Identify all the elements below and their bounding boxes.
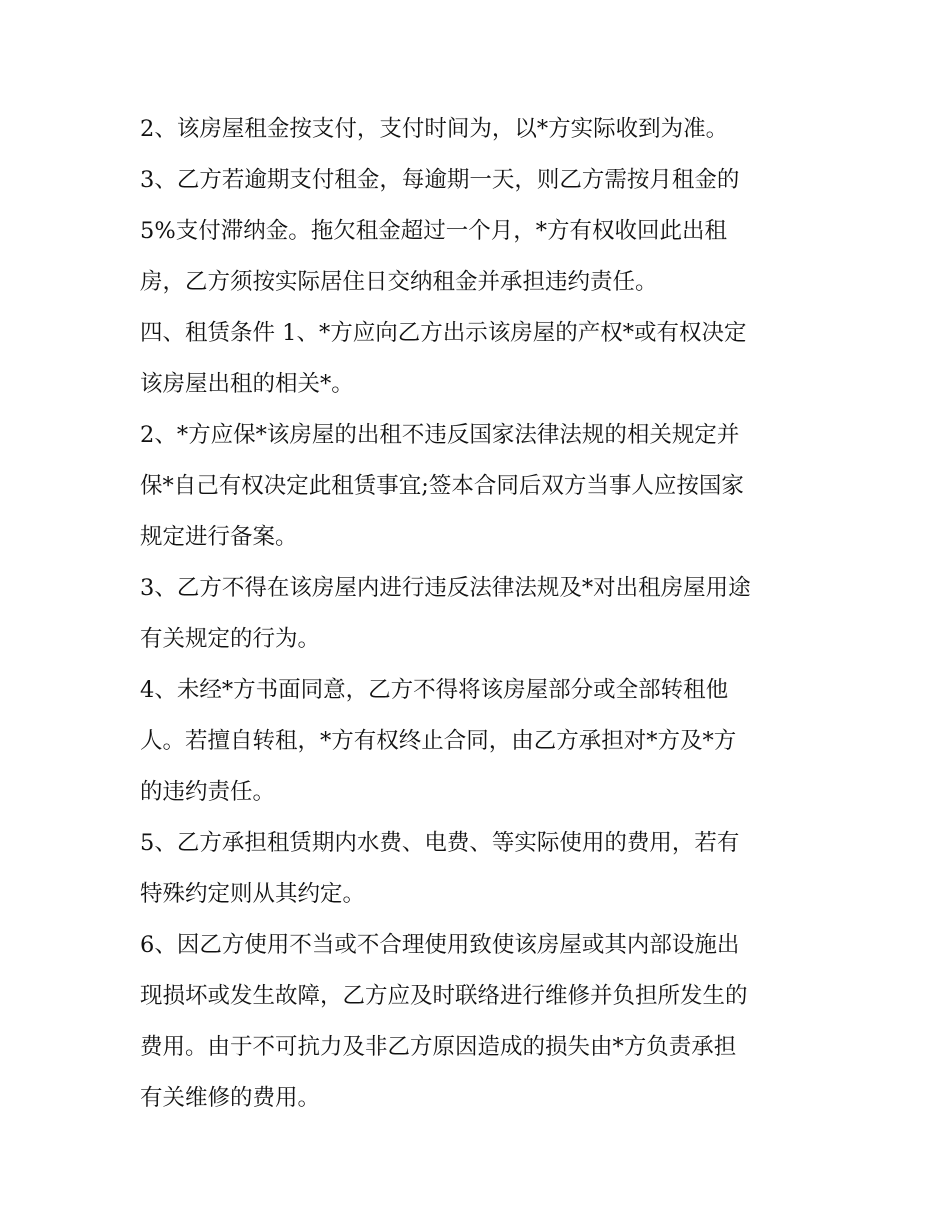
text-line: 有关规定的行为。 bbox=[140, 626, 321, 652]
text-line: 的违约责任。 bbox=[140, 779, 276, 805]
text-line: 4、未经*方书面同意，乙方不得将该房屋部分或全部转租他 bbox=[140, 677, 729, 703]
text-line: 特殊约定则从其约定。 bbox=[140, 881, 366, 907]
document-body bbox=[140, 104, 820, 1124]
text-line: 现损坏或发生故障，乙方应及时联络进行维修并负担所发生的 bbox=[140, 983, 748, 1009]
text-line: 规定进行备案。 bbox=[140, 524, 298, 550]
text-line: 6、因乙方使用不当或不合理使用致使该房屋或其内部设施出 bbox=[140, 932, 740, 958]
text-line: 保*自己有权决定此租赁事宜;签本合同后双方当事人应按国家 bbox=[140, 473, 744, 499]
text-line: 2、该房屋租金按支付，支付时间为，以*方实际收到为准。 bbox=[140, 116, 729, 142]
text-line: 5%支付滞纳金。拖欠租金超过一个月，*方有权收回此出租 bbox=[140, 218, 727, 244]
text-line: 5、乙方承担租赁期内水费、电费、等实际使用的费用，若有 bbox=[140, 830, 740, 856]
text-line: 2、*方应保*该房屋的出租不违反国家法律法规的相关规定并 bbox=[140, 422, 740, 448]
text-line: 人。若擅自转租，*方有权终止合同，由乙方承担对*方及*方 bbox=[140, 728, 737, 754]
text-line: 费用。由于不可抗力及非乙方原因造成的损失由*方负责承担 bbox=[140, 1034, 737, 1060]
text-line: 四、租赁条件 1、*方应向乙方出示该房屋的产权*或有权决定 bbox=[140, 320, 747, 346]
text-line: 3、乙方不得在该房屋内进行违反法律法规及*对出租房屋用途 bbox=[140, 575, 751, 601]
text-line: 该房屋出租的相关*。 bbox=[140, 371, 354, 397]
text-line: 3、乙方若逾期支付租金，每逾期一天，则乙方需按月租金的 bbox=[140, 167, 740, 193]
text-line: 有关维修的费用。 bbox=[140, 1085, 321, 1111]
text-line: 房，乙方须按实际居住日交纳租金并承担违约责任。 bbox=[140, 269, 658, 295]
